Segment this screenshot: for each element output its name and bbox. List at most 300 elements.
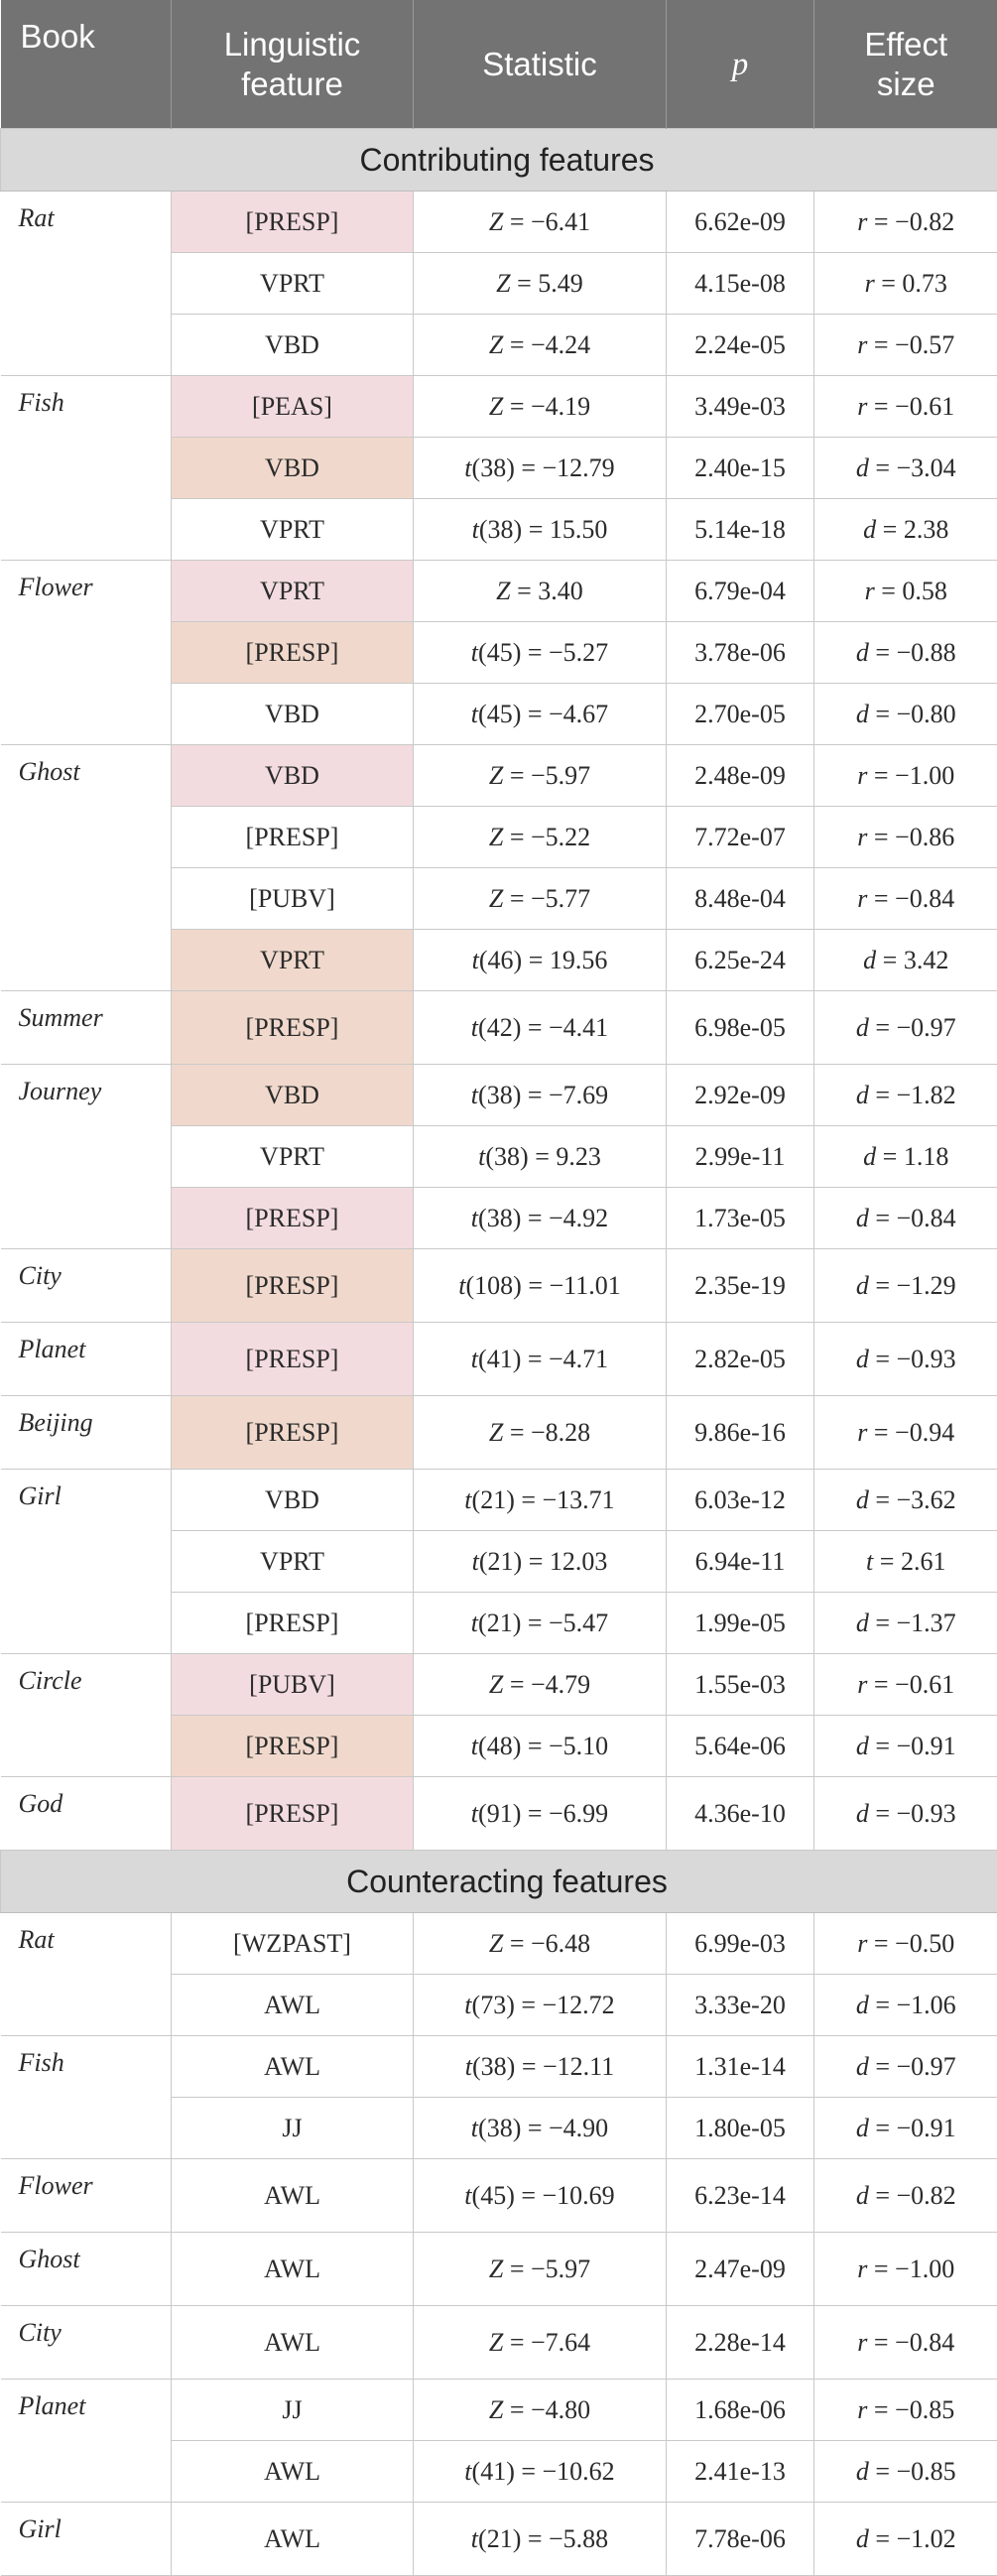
effect-symbol: d [856,1345,869,1373]
effect-size-cell [814,930,997,991]
linguistic-feature-cell: VPRT [172,1126,414,1188]
statistic-symbol: t [464,453,471,482]
statistic-symbol: t [478,1142,485,1171]
p-value-cell: 6.03e-12 [667,1470,814,1531]
statistic-value: = −8.28 [503,1418,590,1447]
p-value-cell: 1.55e-03 [667,1654,814,1716]
effect-symbol: r [857,2254,867,2283]
book-name: Circle [1,1654,172,1777]
header-effect-size: Effect size [814,0,997,129]
p-value-cell: 4.15e-08 [667,253,814,315]
table-row [1,2380,997,2441]
statistic-symbol: t [458,1271,465,1300]
linguistic-feature-cell: AWL [172,1975,414,2036]
statistic-value: (48) = −5.10 [478,1732,608,1760]
statistic-symbol: t [472,946,479,974]
statistic-value: (45) = −5.27 [478,638,608,667]
statistic-symbol: t [472,515,479,544]
effect-size-cell [814,1531,997,1593]
table-row [1,1323,997,1396]
effect-symbol: r [857,1418,867,1447]
p-value-cell: 2.70e-05 [667,684,814,745]
p-value-cell: 3.49e-03 [667,376,814,438]
linguistic-feature-cell: VPRT [172,1531,414,1593]
header-linguistic-feature: Linguistic feature [172,0,414,129]
statistic-value: (41) = −4.71 [478,1345,608,1373]
header-statistic: Statistic [414,0,667,129]
statistic-value: = −5.22 [503,823,590,851]
p-value-cell: 2.92e-09 [667,1065,814,1126]
effect-value: = −0.61 [867,392,954,421]
book-name: City [1,1249,172,1323]
statistic-symbol: t [471,1732,478,1760]
statistic-symbol: Z [496,577,510,605]
statistic-symbol: t [465,2052,472,2081]
statistic-value: (21) = 12.03 [479,1547,607,1576]
linguistic-feature-cell: [PRESP] [172,1323,414,1396]
linguistic-feature-cell: [WZPAST] [172,1913,414,1975]
p-value-cell: 2.82e-05 [667,1323,814,1396]
effect-size-cell [814,1396,997,1470]
statistic-symbol: t [471,1345,478,1373]
statistic-cell [414,192,667,253]
statistic-symbol: Z [489,823,503,851]
effect-symbol: d [856,2181,869,2210]
effect-symbol: d [856,1609,869,1637]
effect-symbol: r [857,2395,867,2424]
effect-value: = −0.91 [869,2114,956,2142]
effect-size-cell [814,2233,997,2306]
effect-size-cell [814,1249,997,1323]
table-row [1,2503,997,2576]
statistic-value: (21) = −13.71 [472,1485,615,1514]
linguistic-feature-cell: [PRESP] [172,991,414,1065]
effect-value: = −0.85 [867,2395,954,2424]
linguistic-feature-cell: VBD [172,684,414,745]
effect-size-cell [814,1188,997,1249]
linguistic-feature-cell: AWL [172,2159,414,2233]
statistic-cell [414,1654,667,1716]
effect-value: = −0.84 [869,1204,956,1232]
statistic-symbol: t [472,1547,479,1576]
statistic-cell [414,1323,667,1396]
effect-value: = −1.00 [867,2254,954,2283]
statistic-symbol: Z [489,761,503,790]
linguistic-feature-cell: [PRESP] [172,622,414,684]
statistic-symbol: Z [489,1670,503,1699]
effect-size-cell [814,1593,997,1654]
linguistic-feature-cell: [PRESP] [172,1188,414,1249]
linguistic-feature-cell: VPRT [172,499,414,561]
effect-symbol: r [857,1929,867,1958]
statistic-cell [414,1396,667,1470]
table-row [1,1654,997,1716]
table-row [1,1396,997,1470]
p-value-cell: 1.80e-05 [667,2098,814,2159]
effect-symbol: d [856,1013,869,1042]
linguistic-feature-cell: [PRESP] [172,1593,414,1654]
statistic-cell [414,1126,667,1188]
statistic-symbol: t [464,1991,471,2019]
statistic-cell [414,2306,667,2380]
statistic-cell [414,1470,667,1531]
linguistic-feature-cell: [PEAS] [172,376,414,438]
statistic-cell [414,1065,667,1126]
statistic-value: = −4.24 [503,330,590,359]
effect-symbol: r [857,1670,867,1699]
effect-symbol: r [857,884,867,913]
linguistic-feature-cell: [PRESP] [172,192,414,253]
table-row [1,1065,997,1126]
linguistic-feature-cell: VBD [172,1065,414,1126]
statistic-cell [414,2233,667,2306]
table-header [1,0,997,129]
effect-symbol: r [857,2328,867,2357]
effect-symbol: d [856,1485,869,1514]
effect-symbol: d [856,453,869,482]
statistic-cell [414,499,667,561]
effect-size-cell [814,1065,997,1126]
statistic-symbol: Z [489,330,503,359]
statistic-value: (108) = −11.01 [466,1271,621,1300]
effect-symbol: d [856,638,869,667]
effect-value: = 2.38 [876,515,948,544]
linguistic-feature-cell: VBD [172,745,414,807]
linguistic-feature-cell: [PRESP] [172,807,414,868]
book-name: Ghost [1,745,172,991]
effect-symbol: d [863,1142,876,1171]
statistic-value: = 3.40 [511,577,583,605]
table-row [1,2159,997,2233]
statistic-symbol: Z [489,392,503,421]
section-title: Contributing features [1,129,997,192]
statistic-value: = −5.97 [503,2254,590,2283]
table-row [1,561,997,622]
table-row [1,745,997,807]
book-name: Flower [1,2159,172,2233]
p-value-cell: 6.99e-03 [667,1913,814,1975]
effect-symbol: d [863,946,876,974]
effect-size-cell [814,2380,997,2441]
p-value-cell: 4.36e-10 [667,1777,814,1851]
statistic-value: (41) = −10.62 [472,2457,615,2486]
statistic-value: (45) = −10.69 [472,2181,615,2210]
statistic-symbol: Z [489,1418,503,1447]
effect-symbol: d [856,2524,869,2553]
effect-value: = −0.84 [867,2328,954,2357]
statistic-value: (38) = 15.50 [479,515,607,544]
effect-value: = −0.93 [869,1345,956,1373]
linguistic-feature-cell: [PRESP] [172,1777,414,1851]
book-name: Ghost [1,2233,172,2306]
effect-value: = −1.37 [869,1609,956,1637]
statistic-cell [414,2503,667,2576]
linguistic-feature-cell: VPRT [172,253,414,315]
statistic-cell [414,2098,667,2159]
table-body [1,129,997,2576]
statistic-cell [414,745,667,807]
statistic-cell [414,1716,667,1777]
statistic-value: (46) = 19.56 [479,946,607,974]
linguistic-feature-cell: AWL [172,2233,414,2306]
effect-symbol: r [857,823,867,851]
table-row [1,1913,997,1975]
effect-symbol: d [856,2052,869,2081]
p-value-cell: 1.73e-05 [667,1188,814,1249]
statistic-cell [414,1913,667,1975]
effect-symbol: d [856,1204,869,1232]
statistic-value: (21) = −5.47 [478,1609,608,1637]
effect-size-cell [814,1975,997,2036]
effect-symbol: d [856,2457,869,2486]
statistic-symbol: Z [489,2395,503,2424]
effect-value: = −1.82 [869,1081,956,1109]
statistic-symbol: Z [489,207,503,236]
statistic-value: = −4.79 [503,1670,590,1699]
book-name: Fish [1,376,172,561]
table-row [1,1249,997,1323]
statistic-cell [414,807,667,868]
effect-value: = −0.80 [869,700,956,728]
statistic-value: (21) = −5.88 [478,2524,608,2553]
effect-value: = −3.04 [869,453,956,482]
effect-symbol: d [863,515,876,544]
statistic-symbol: t [471,638,478,667]
p-value-cell: 2.47e-09 [667,2233,814,2306]
statistic-value: (42) = −4.41 [478,1013,608,1042]
book-name: Planet [1,2380,172,2503]
table-row [1,192,997,253]
statistic-value: = −6.41 [503,207,590,236]
statistic-value: (91) = −6.99 [478,1799,608,1828]
p-value-cell: 2.48e-09 [667,745,814,807]
effect-symbol: r [857,761,867,790]
book-name: Girl [1,1470,172,1654]
effect-value: = 0.73 [875,269,947,298]
effect-size-cell [814,2306,997,2380]
effect-size-cell [814,684,997,745]
statistic-cell [414,622,667,684]
statistic-cell [414,1777,667,1851]
effect-value: = 2.61 [873,1547,945,1576]
effect-symbol: d [856,1271,869,1300]
effect-value: = −0.91 [869,1732,956,1760]
table-row [1,2036,997,2098]
effect-symbol: d [856,1732,869,1760]
linguistic-feature-cell: VBD [172,438,414,499]
linguistic-feature-cell: VPRT [172,561,414,622]
section-row [1,1851,997,1913]
p-value-cell: 9.86e-16 [667,1396,814,1470]
p-value-cell: 3.78e-06 [667,622,814,684]
linguistic-feature-cell: [PRESP] [172,1396,414,1470]
effect-value: = −0.97 [869,2052,956,2081]
statistic-cell [414,1975,667,2036]
statistic-symbol: t [464,2457,471,2486]
linguistic-feature-cell: VPRT [172,930,414,991]
statistic-cell [414,315,667,376]
statistic-value: (73) = −12.72 [472,1991,615,2019]
linguistic-feature-cell: [PUBV] [172,1654,414,1716]
effect-symbol: t [866,1547,873,1576]
statistic-cell [414,1531,667,1593]
linguistic-feature-cell: [PRESP] [172,1716,414,1777]
effect-symbol: r [865,577,875,605]
linguistic-feature-cell: JJ [172,2098,414,2159]
p-value-cell: 6.98e-05 [667,991,814,1065]
statistic-cell [414,2380,667,2441]
book-name: Rat [1,1913,172,2036]
statistic-cell [414,930,667,991]
effect-size-cell [814,1654,997,1716]
statistic-value: = −5.97 [503,761,590,790]
effect-value: = −1.06 [869,1991,956,2019]
statistic-symbol: Z [489,2254,503,2283]
effect-symbol: d [856,1799,869,1828]
effect-value: = 1.18 [876,1142,948,1171]
linguistic-feature-cell: AWL [172,2441,414,2503]
effect-value: = −0.93 [869,1799,956,1828]
p-value-cell: 6.79e-04 [667,561,814,622]
effect-symbol: r [865,269,875,298]
statistic-value: = −7.64 [503,2328,590,2357]
effect-size-cell [814,2159,997,2233]
statistic-value: (38) = −4.92 [478,1204,608,1232]
linguistic-feature-cell: AWL [172,2503,414,2576]
effect-value: = −0.82 [869,2181,956,2210]
statistic-value: (38) = −12.79 [472,453,615,482]
statistic-value: = −6.48 [503,1929,590,1958]
statistic-value: (38) = −12.11 [472,2052,614,2081]
effect-symbol: d [856,1991,869,2019]
effect-symbol: r [857,207,867,236]
p-value-cell: 2.24e-05 [667,315,814,376]
effect-size-cell [814,561,997,622]
statistic-cell [414,561,667,622]
effect-size-cell [814,2503,997,2576]
effect-size-cell [814,1913,997,1975]
effect-size-cell [814,745,997,807]
book-name: Fish [1,2036,172,2159]
statistic-cell [414,991,667,1065]
statistic-value: = −4.19 [503,392,590,421]
linguistic-feature-cell: [PUBV] [172,868,414,930]
p-value-cell: 2.40e-15 [667,438,814,499]
effect-size-cell [814,499,997,561]
p-value-cell: 7.72e-07 [667,807,814,868]
statistic-cell [414,868,667,930]
table-row [1,2233,997,2306]
effect-value: = −0.88 [869,638,956,667]
p-value-cell: 2.28e-14 [667,2306,814,2380]
p-value-cell: 2.35e-19 [667,1249,814,1323]
effect-value: = −0.61 [867,1670,954,1699]
p-value-cell: 1.99e-05 [667,1593,814,1654]
table-row [1,2306,997,2380]
effect-size-cell [814,1323,997,1396]
effect-value: = −0.85 [869,2457,956,2486]
effect-value: = −1.29 [869,1271,956,1300]
effect-size-cell [814,868,997,930]
p-value-cell: 6.94e-11 [667,1531,814,1593]
effect-size-cell [814,192,997,253]
linguistic-feature-cell: JJ [172,2380,414,2441]
effect-value: = −0.84 [867,884,954,913]
statistic-symbol: t [471,2524,478,2553]
statistic-symbol: t [471,1013,478,1042]
effect-symbol: d [856,1081,869,1109]
p-value-cell: 1.68e-06 [667,2380,814,2441]
section-title: Counteracting features [1,1851,997,1913]
header-p: p [667,0,814,129]
statistic-symbol: Z [496,269,510,298]
statistic-value: (38) = −7.69 [478,1081,608,1109]
linguistic-feature-cell: VBD [172,315,414,376]
linguistic-feature-cell: VBD [172,1470,414,1531]
p-value-cell: 7.78e-06 [667,2503,814,2576]
effect-value: = −3.62 [869,1485,956,1514]
statistic-symbol: t [471,1204,478,1232]
book-name: City [1,2306,172,2380]
statistic-cell [414,1593,667,1654]
statistic-symbol: t [471,1081,478,1109]
p-value-cell: 5.64e-06 [667,1716,814,1777]
statistic-value: (38) = −4.90 [478,2114,608,2142]
p-value-cell: 2.41e-13 [667,2441,814,2503]
effect-value: = −0.57 [867,330,954,359]
effect-size-cell [814,315,997,376]
effect-value: = −0.94 [867,1418,954,1447]
statistic-value: (38) = 9.23 [485,1142,600,1171]
p-value-cell: 5.14e-18 [667,499,814,561]
statistic-cell [414,1188,667,1249]
linguistic-feature-cell: AWL [172,2036,414,2098]
statistic-cell [414,438,667,499]
statistic-value: (45) = −4.67 [478,700,608,728]
statistic-symbol: t [471,2114,478,2142]
book-name: Planet [1,1323,172,1396]
p-value-cell: 6.25e-24 [667,930,814,991]
effect-value: = −0.97 [869,1013,956,1042]
statistic-symbol: t [471,700,478,728]
table-row [1,1470,997,1531]
effect-value: = −0.50 [867,1929,954,1958]
effect-symbol: d [856,700,869,728]
statistic-cell [414,376,667,438]
effect-size-cell [814,438,997,499]
effect-size-cell [814,1126,997,1188]
effect-size-cell [814,1716,997,1777]
effect-size-cell [814,622,997,684]
effect-size-cell [814,1470,997,1531]
effect-size-cell [814,991,997,1065]
p-value-cell: 6.62e-09 [667,192,814,253]
table-row [1,991,997,1065]
effect-size-cell [814,2036,997,2098]
statistic-symbol: Z [489,1929,503,1958]
effect-size-cell [814,807,997,868]
statistic-cell [414,2159,667,2233]
effect-size-cell [814,2098,997,2159]
statistic-value: = −5.77 [503,884,590,913]
statistic-cell [414,1249,667,1323]
linguistic-feature-cell: [PRESP] [172,1249,414,1323]
statistic-value: = −4.80 [503,2395,590,2424]
effect-symbol: d [856,2114,869,2142]
p-value-cell: 3.33e-20 [667,1975,814,2036]
effect-value: = −1.02 [869,2524,956,2553]
effect-value: = −1.00 [867,761,954,790]
